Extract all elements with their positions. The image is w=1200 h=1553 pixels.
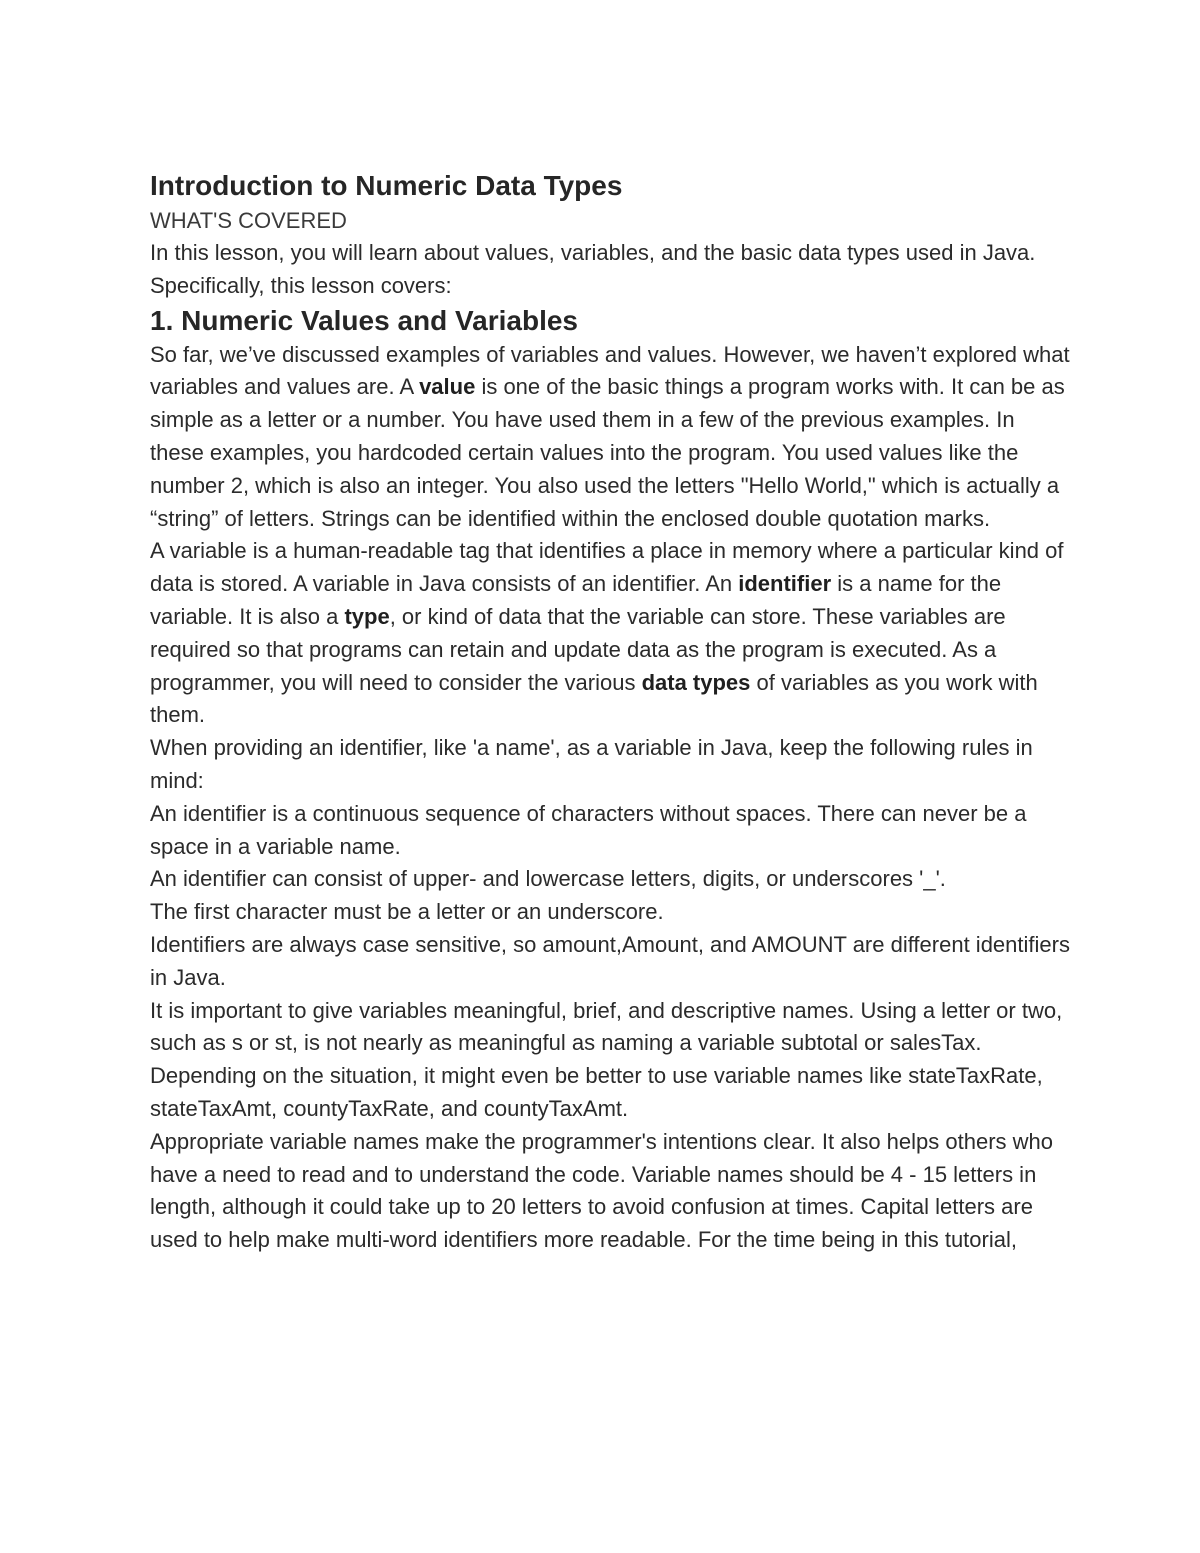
rule-item-3: The first character must be a letter or an underscore. [150,899,664,925]
section-heading: 1. Numeric Values and Variables [150,304,578,336]
rule-item-2: An identifier can consist of upper- and lowercase letters, digits, or underscores '_'. [150,866,946,892]
rule-item-4: Identifiers are always case sensitive, so amount,Amount, and AMOUNT are different identifiers in Java. [150,931,1070,990]
variable-paragraph-text-e: , or kind of data that the variable can store. These variables are required so that programs can retain and update data as the program is executed. As a programmer, you will need to consider the various [150,603,1006,695]
rules-intro-paragraph: When providing an identifier, like 'a name', as a variable in Java, keep the following rules in mind: [150,735,1033,793]
data-types-term: data types [641,669,751,695]
naming-paragraph: It is important to give variables meaningful, brief, and descriptive names. Using a letter or two, such as s or st, is not nearly as meaningful as naming a variable subtotal or salesTax. Depending on the situation, it might even be better to use variable names like stateTaxRate, stateTaxAmt, countyTaxRate, and countyTaxAmt. [150,997,1063,1121]
appropriate-names-paragraph: Appropriate variable names make the programmer's intentions clear. It also helps others who have a need to read and to understand the code. Variable names should be 4 - 15 letters in length, although it could take up to 20 letters to avoid confusion at times. Capital letters are used to help make multi-word identifiers more readable. For the time being in this tutorial, [150,1128,1053,1253]
value-paragraph [150,339,1070,536]
intro-paragraph: In this lesson, you will learn about values, variables, and the basic data types used in Java. Specifically, this lesson covers: [150,240,1036,298]
variable-paragraph-text-g: of variables as you work with them. [150,669,1038,728]
variable-paragraph [150,535,1070,732]
variable-paragraph-text-a: A variable is a human-readable tag that identifies a place in memory where a particular kind of data is stored. A variable in Java consists of an identifier. An [150,538,1064,597]
variable-paragraph-text-c: is a name for the variable. It is also a [150,571,1002,629]
identifier-term: identifier [738,571,832,597]
value-term: value [419,374,476,400]
type-term: type [344,603,390,629]
document-title: Introduction to Numeric Data Types [150,170,623,201]
whats-covered-label: WHAT'S COVERED [150,208,347,233]
value-paragraph-text-c: is one of the basic things a program works with. It can be as simple as a letter or a number. You have used them in a few of the previous examples. In these examples, you hardcoded certain values into the program. You used values like the number 2, which is also an integer. You also used the letters "Hello World," which is actually a “string” of letters. Strings can be identified within the enclosed double quotation marks. [150,374,1065,531]
rule-item-1: An identifier is a continuous sequence of characters without spaces. There can never be a space in a variable name. [150,800,1027,859]
value-paragraph-text-a: So far, we’ve discussed examples of variables and values. However, we haven’t explored what variables and values are. A [150,341,1070,400]
document-page [150,168,1070,1257]
